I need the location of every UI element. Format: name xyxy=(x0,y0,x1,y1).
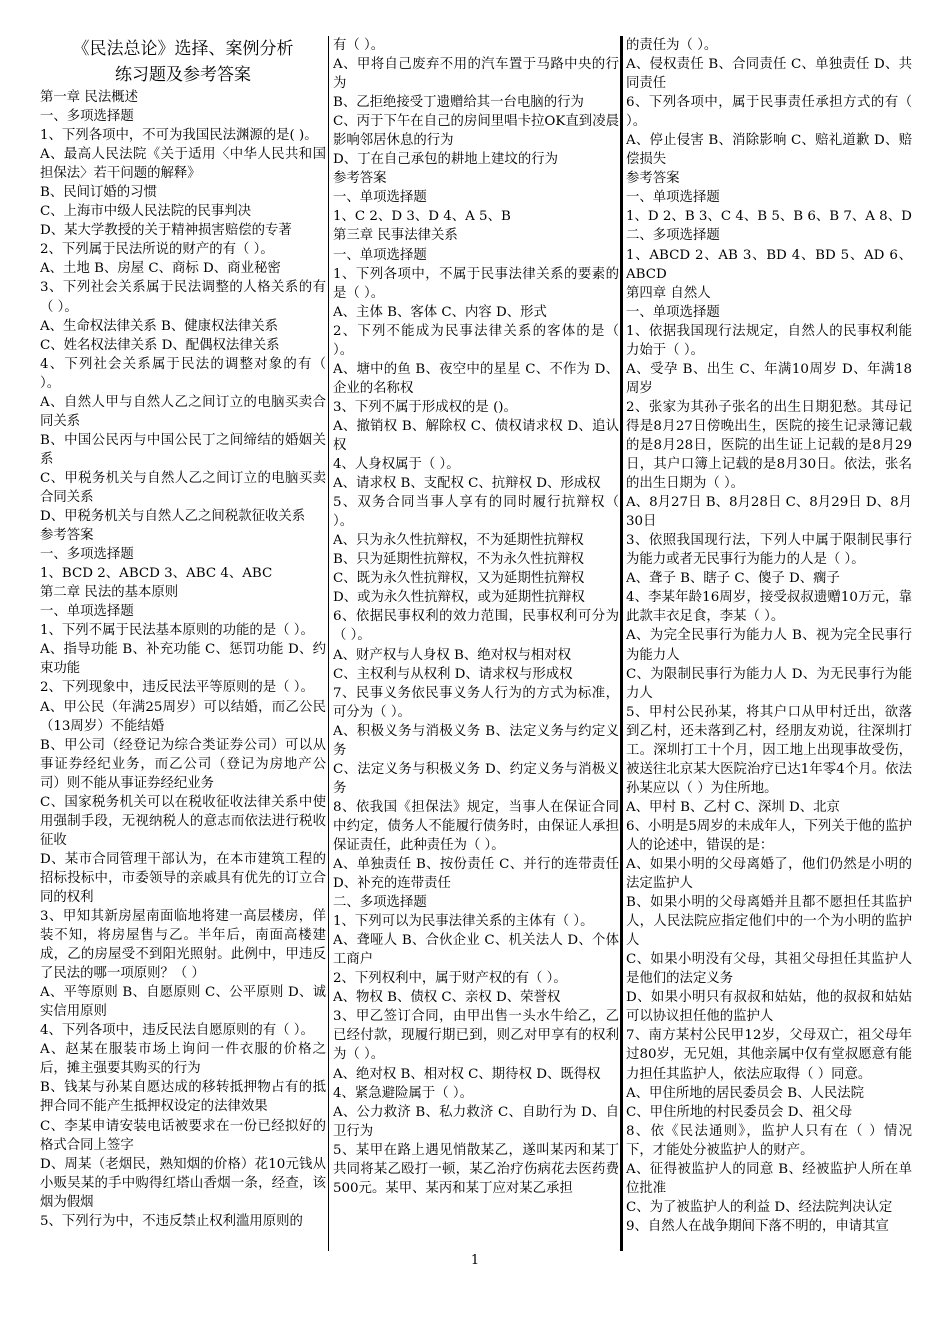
text-line: 4、下列各项中，违反民法自愿原则的有（ ）。 xyxy=(40,1023,314,1039)
text-line: A、单独责任 B、按份责任 C、并行的连带责任 D、补充的连带责任 xyxy=(333,857,619,892)
text-line: C、法定义务与积极义务 D、约定义务与消极义务 xyxy=(333,761,619,796)
text-line: A、受孕 B、出生 C、年满10周岁 D、年满18周岁 xyxy=(626,361,912,396)
column-1-body xyxy=(40,88,326,1231)
text-line: 1、下列可以为民事法律关系的主体有（ ）。 xyxy=(333,914,594,930)
text-line: 一、单项选择题 xyxy=(333,247,427,263)
document-title: 《民法总论》选择、案例分析 xyxy=(72,39,294,59)
text-column-3 xyxy=(626,36,912,1251)
text-line: 第二章 民法的基本原则 xyxy=(40,585,179,601)
text-line: A、主体 B、客体 C、内容 D、形式 xyxy=(333,304,547,320)
text-line: 3、甲知其新房屋南面临地将建一高层楼房，佯装不知，将房屋售与乙。半年后，南面高楼建成，乙的房屋受不到阳光照射。此例中，甲违反了民法的哪一项原则？（ ） xyxy=(40,909,326,982)
text-line: C、如果小明没有父母，其祖父母担任其监护人是他们的法定义务 xyxy=(626,952,912,987)
text-line: C、主权利与从权利 D、请求权与形成权 xyxy=(333,666,573,682)
text-line: A、最高人民法院《关于适用〈中华人民共和国担保法〉若干问题的解释》 xyxy=(40,147,326,182)
text-line: C、国家税务机关可以在税收征收法律关系中使用强制手段，无视纳税人的意志而依法进行税收征收 xyxy=(40,794,326,848)
text-line: D、或为永久性抗辩权，或为延期性抗辩权 xyxy=(333,590,585,606)
text-line: 4、紧急避险属于（ ）。 xyxy=(333,1085,473,1101)
text-line: A、只为永久性抗辩权，不为延期性抗辩权 xyxy=(333,533,584,549)
text-line: A、停止侵害 B、消除影响 C、赔礼道歉 D、赔偿损失 xyxy=(626,133,912,168)
text-line: C、李某申请安装电话被要求在一份已经拟好的格式合同上签字 xyxy=(40,1118,326,1153)
text-line: A、甲村 B、乙村 C、深圳 D、北京 xyxy=(626,799,840,815)
column-divider xyxy=(620,36,623,1251)
text-line: 的责任为（ ）。 xyxy=(626,38,718,53)
text-line: 8、依《民法通则》，监护人只有在（ ）情况下，才能处分被监护人的财产。 xyxy=(626,1123,912,1158)
text-line: 6、小明是5周岁的未成年人，下列关于他的监护人的论述中，错误的是： xyxy=(626,818,912,853)
text-line: D、某大学教授的关于精神损害赔偿的专著 xyxy=(40,223,292,239)
text-line: A、物权 B、债权 C、亲权 D、荣誉权 xyxy=(333,990,561,1006)
text-line: A、财产权与人身权 B、绝对权与相对权 xyxy=(333,647,572,663)
text-line: 1、下列各项中，不属于民事法律关系的要素的是（ ）。 xyxy=(333,266,619,301)
text-line: A、平等原则 B、自愿原则 C、公平原则 D、诚实信用原则 xyxy=(40,985,326,1020)
text-line: 7、民事义务依民事义务人行为的方式为标准，可分为（ ）。 xyxy=(333,685,619,720)
text-line: 2、下列权利中，属于财产权的有（ ）。 xyxy=(333,971,567,987)
text-line: A、甲住所地的居民委员会 B、人民法院 xyxy=(626,1085,865,1101)
text-line: A、赵某在服装市场上询问一件衣服的价格之后，摊主强要其购买的行为 xyxy=(40,1042,326,1077)
text-line: 8、依我国《担保法》规定，当事人在保证合同中约定，债务人不能履行债务时，由保证人承担保证责任，此种责任为（ ）。 xyxy=(333,799,619,853)
column-2-body xyxy=(333,36,619,1198)
text-line: C、姓名权法律关系 D、配偶权法律关系 xyxy=(40,337,280,353)
text-line: 5、下列行为中，不违反禁止权利滥用原则的 xyxy=(40,1213,303,1229)
page-number: 1 xyxy=(470,1253,480,1268)
text-line: 一、单项选择题 xyxy=(40,604,134,620)
text-line: C、为限制民事行为能力人 D、为无民事行为能力人 xyxy=(626,666,912,701)
text-line: B、甲公司（经登记为综合类证券公司）可以从事证券经纪业务，而乙公司（登记为房地产公司）则不能从事证券经纪业务 xyxy=(40,737,326,791)
text-line: 一、单项选择题 xyxy=(333,190,427,206)
text-line: 一、多项选择题 xyxy=(40,547,134,563)
text-line: C、丙于下午在自己的房间里唱卡拉OK直到凌晨影响邻居休息的行为 xyxy=(333,114,619,149)
text-line: 3、依照我国现行法，下列人中属于限制民事行为能力或者无民事行为能力的人是（ ）。 xyxy=(626,533,912,568)
text-line: 2、下列不能成为民事法律关系的客体的是（ ）。 xyxy=(333,323,619,358)
text-column-1 xyxy=(40,36,326,1251)
text-line: 参考答案 xyxy=(626,171,680,187)
text-line: A、聋子 B、瞎子 C、傻子 D、瘸子 xyxy=(626,571,840,587)
text-line: B、如果小明的父母离婚并且都不愿担任其监护人，人民法院应指定他们中的一个为小明的监护人 xyxy=(626,895,912,949)
text-line: B、只为延期性抗辩权，不为永久性抗辩权 xyxy=(333,552,584,568)
text-line: 1、D 2、B 3、C 4、B 5、B 6、B 7、A 8、D xyxy=(626,209,912,225)
text-line: 一、单项选择题 xyxy=(626,304,720,320)
text-line: B、民间订婚的习惯 xyxy=(40,185,157,201)
text-line: D、丁在自己承包的耕地上建坟的行为 xyxy=(333,152,558,168)
text-line: C、甲住所地的村民委员会 D、祖父母 xyxy=(626,1104,853,1120)
column-divider xyxy=(328,36,329,1251)
text-line: 4、李某年龄16周岁，接受叔叔遗赠10万元，靠此款丰衣足食，李某（ ）。 xyxy=(626,590,912,625)
text-line: C、既为永久性抗辩权，又为延期性抗辩权 xyxy=(333,571,585,587)
text-line: A、8月27日 B、8月28日 C、8月29日 D、8月30日 xyxy=(626,495,912,530)
text-line: 1、依据我国现行法规定，自然人的民事权利能力始于（ ）。 xyxy=(626,323,912,358)
text-line: 参考答案 xyxy=(333,171,387,187)
text-line: 二、多项选择题 xyxy=(333,895,427,911)
text-line: C、甲税务机关与自然人乙之间订立的电脑买卖合同关系 xyxy=(40,470,326,505)
text-line: A、为完全民事行为能力人 B、视为完全民事行为能力人 xyxy=(626,628,912,663)
text-line: 有（ ）。 xyxy=(333,38,385,53)
text-line: A、侵权责任 B、合同责任 C、单独责任 D、共同责任 xyxy=(626,57,912,92)
text-line: B、乙拒绝接受丁遗赠给其一台电脑的行为 xyxy=(333,95,584,111)
text-line: 7、南方某村公民甲12岁，父母双亡，祖父母年过80岁，无兄姐，其他亲属中仅有堂叔愿意有能力担任其监护人，依法应取得（ ）同意。 xyxy=(626,1028,912,1082)
text-line: B、钱某与孙某自愿达成的移转抵押物占有的抵押合同不能产生抵押权设定的法律效果 xyxy=(40,1080,326,1115)
text-line: 2、下列现象中，违反民法平等原则的是（ ）。 xyxy=(40,680,314,696)
text-line: D、如果小明只有叔叔和姑姑，他的叔叔和姑姑可以协议担任他的监护人 xyxy=(626,990,912,1025)
text-line: A、征得被监护人的同意 B、经被监护人所在单位批准 xyxy=(626,1161,912,1196)
document-subtitle: 练习题及参考答案 xyxy=(115,65,251,85)
text-line: A、聋哑人 B、合伙企业 C、机关法人 D、个体工商户 xyxy=(333,933,619,968)
text-line: 2、张家为其孙子张名的出生日期犯愁。其母记得是8月27日傍晚出生，医院的接生记录簿记载的是8月28日，医院的出生证上记载的是8月29日，其户口簿上记载的是8月30日。依法，张名的出生日期为（ ）。 xyxy=(626,399,912,492)
text-line: 1、BCD 2、ABCD 3、ABC 4、ABC xyxy=(40,566,273,582)
text-line: 4、人身权属于（ ）。 xyxy=(333,457,460,473)
text-line: D、某市合同管理干部认为，在本市建筑工程的招标投标中，市委领导的亲戚具有优先的订立合同的权利 xyxy=(40,851,326,905)
column-3-body xyxy=(626,36,912,1236)
text-line: 二、多项选择题 xyxy=(626,228,720,244)
text-line: A、塘中的鱼 B、夜空中的星星 C、不作为 D、企业的名称权 xyxy=(333,361,619,396)
text-line: A、生命权法律关系 B、健康权法律关系 xyxy=(40,318,279,334)
text-line: 5、某甲在路上遇见悄散某乙，遂叫某丙和某丁共同将某乙殴打一顿，某乙治疗伤病花去医药费500元。某甲、某丙和某丁应对某乙承担 xyxy=(333,1142,619,1196)
text-line: A、撤销权 B、解除权 C、债权请求权 D、追认权 xyxy=(333,418,619,453)
text-line: A、自然人甲与自然人乙之间订立的电脑买卖合同关系 xyxy=(40,394,326,429)
text-line: 4、下列社会关系属于民法的调整对象的有（ ）。 xyxy=(40,356,326,391)
text-line: D、甲税务机关与自然人乙之间税款征收关系 xyxy=(40,509,306,525)
text-line: 1、下列不属于民法基本原则的功能的是（ ）。 xyxy=(40,623,314,639)
text-column-2 xyxy=(333,36,619,1251)
text-line: 3、下列社会关系属于民法调整的人格关系的有（ ）。 xyxy=(40,280,326,315)
text-line: 3、下列不属于形成权的是 ()。 xyxy=(333,399,517,415)
text-line: 5、甲村公民孙某，将其户口从甲村迁出，欲落到乙村，还未落到乙村，经朋友劝说，往深圳打工。深圳打工十个月，因工地上出现事故受伤，被送往北京某大医院治疗已达1年零4个月。依法孙某应以（ ）为住所地。 xyxy=(626,704,912,796)
text-line: 1、ABCD 2、AB 3、BD 4、BD 5、AD 6、ABCD xyxy=(626,247,912,282)
text-line: A、土地 B、房屋 C、商标 D、商业秘密 xyxy=(40,261,281,277)
text-line: 第四章 自然人 xyxy=(626,285,711,301)
text-line: 9、自然人在战争期间下落不明的，申请其宣 xyxy=(626,1218,889,1234)
text-line: A、甲公民（年满25周岁）可以结婚，而乙公民（13周岁）不能结婚 xyxy=(40,699,326,734)
text-line: 一、单项选择题 xyxy=(626,190,720,206)
text-line: 2、下列属于民法所说的财产的有（ ）。 xyxy=(40,242,274,258)
text-line: A、甲将自己废弃不用的汽车置于马路中央的行为 xyxy=(333,57,619,92)
text-line: 第一章 民法概述 xyxy=(40,90,138,105)
text-line: A、公力救济 B、私力救济 C、自助行为 D、自卫行为 xyxy=(333,1104,619,1139)
text-line: C、上海市中级人民法院的民事判决 xyxy=(40,204,252,220)
text-line: B、中国公民丙与中国公民丁之间缔结的婚姻关系 xyxy=(40,432,326,467)
text-line: 第三章 民事法律关系 xyxy=(333,228,458,244)
text-line: 一、多项选择题 xyxy=(40,109,134,125)
text-line: 参考答案 xyxy=(40,528,94,544)
text-line: A、请求权 B、支配权 C、抗辩权 D、形成权 xyxy=(333,476,601,492)
text-line: 6、依据民事权利的效力范围，民事权利可分为（ ）。 xyxy=(333,609,619,644)
text-line: A、绝对权 B、相对权 C、期待权 D、既得权 xyxy=(333,1066,601,1082)
text-line: 3、甲乙签订合同，由甲出售一头水牛给乙，乙已经付款，现履行期已到，则乙对甲享有的权利为（ ）。 xyxy=(333,1009,619,1063)
text-line: D、周某（老烟民，熟知烟的价格）花10元钱从小贩吴某的手中购得红塔山香烟一条，经查，该烟为假烟 xyxy=(40,1156,326,1210)
text-line: 5、双务合同当事人享有的同时履行抗辩权（ ）。 xyxy=(333,495,619,530)
text-line: A、指导功能 B、补充功能 C、惩罚功能 D、约束功能 xyxy=(40,642,326,677)
text-line: 1、C 2、D 3、D 4、A 5、B xyxy=(333,209,511,225)
text-line: C、为了被监护人的利益 D、经法院判决认定 xyxy=(626,1199,893,1215)
text-line: 1、下列各项中，不可为我国民法渊源的是( )。 xyxy=(40,128,318,144)
text-line: 6、下列各项中，属于民事责任承担方式的有（ ）。 xyxy=(626,95,912,130)
text-line: A、积极义务与消极义务 B、法定义务与约定义务 xyxy=(333,723,619,758)
text-line: A、如果小明的父母离婚了，他们仍然是小明的法定监护人 xyxy=(626,857,912,892)
